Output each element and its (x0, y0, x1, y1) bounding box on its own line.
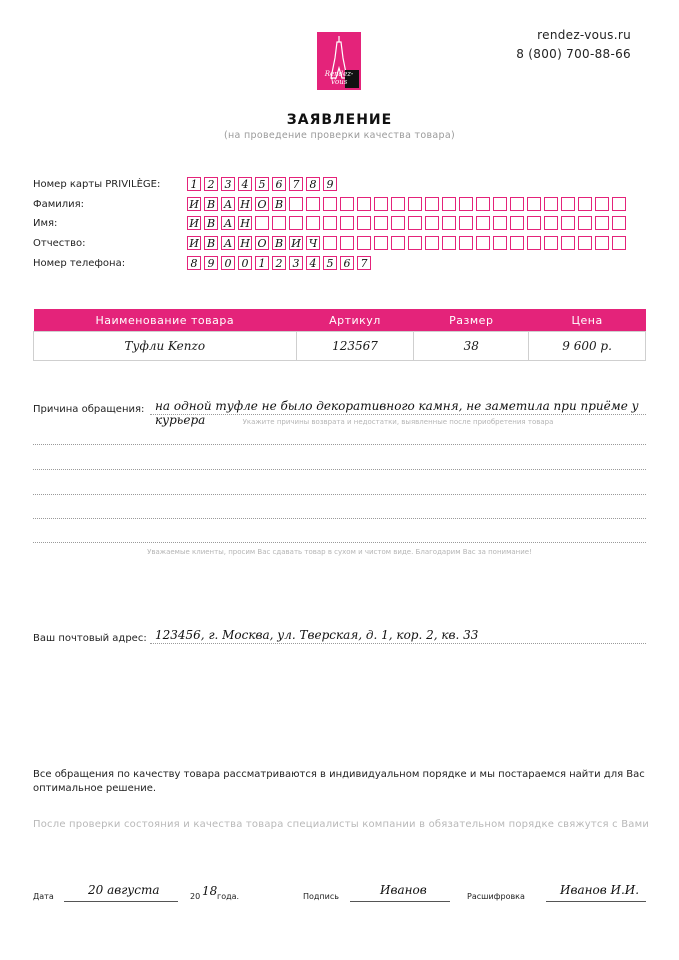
year-value[interactable]: 18 (202, 884, 218, 898)
phone-cells[interactable] (187, 256, 374, 270)
letter-cell[interactable]: А (221, 236, 235, 250)
table-row (34, 332, 646, 361)
letter-cell[interactable] (459, 236, 473, 250)
letter-cell[interactable] (323, 236, 337, 250)
letter-cell[interactable] (459, 197, 473, 211)
letter-cell[interactable] (374, 236, 388, 250)
name-cells[interactable] (187, 216, 629, 230)
letter-cell[interactable] (476, 216, 490, 230)
review-notice: Все обращения по качеству товара рассматриваются в индивидуальном порядке и мы постараемся найти для Вас оптимальное решение. (33, 769, 645, 794)
letter-cell[interactable] (493, 197, 507, 211)
header-size: Размер (414, 309, 529, 332)
letter-cell[interactable]: 9 (204, 256, 218, 270)
letter-cell[interactable]: И (187, 197, 201, 211)
letter-cell[interactable] (442, 197, 456, 211)
date-line (64, 901, 178, 902)
goods-table (33, 309, 646, 361)
signature-line (350, 901, 450, 902)
letter-cell[interactable] (425, 216, 439, 230)
header-product-name: Наименование товара (34, 309, 297, 332)
letter-cell[interactable] (493, 216, 507, 230)
letter-cell[interactable] (510, 197, 524, 211)
letter-cell[interactable]: 3 (289, 256, 303, 270)
letter-cell[interactable]: 8 (187, 256, 201, 270)
letter-cell[interactable] (391, 236, 405, 250)
letter-cell[interactable]: В (204, 216, 218, 230)
letter-cell[interactable]: А (221, 216, 235, 230)
patronymic-cells[interactable] (187, 236, 629, 250)
letter-cell[interactable] (595, 197, 609, 211)
letter-cell[interactable]: 7 (289, 177, 303, 191)
letter-cell[interactable] (595, 216, 609, 230)
price-cell[interactable]: 9 600 р. (529, 332, 646, 361)
condition-hint: Уважаемые клиенты, просим Вас сдавать товар в сухом и чистом виде. Благодарим Вас за понимание! (147, 548, 532, 556)
surname-label: Фамилия: (33, 199, 85, 210)
reason-line (150, 414, 646, 415)
reason-label: Причина обращения: (33, 404, 145, 415)
letter-cell[interactable] (476, 197, 490, 211)
address-label: Ваш почтовый адрес: (33, 633, 147, 644)
letter-cell[interactable]: И (187, 236, 201, 250)
letter-cell[interactable]: О (255, 236, 269, 250)
letter-cell[interactable]: 0 (221, 256, 235, 270)
document-title: ЗАЯВЛЕНИЕ (286, 112, 393, 128)
letter-cell[interactable]: Н (238, 216, 252, 230)
reason-value[interactable]: на одной туфле не было декоративного камня, не заметила при приёме у курьера (155, 399, 639, 427)
letter-cell[interactable]: Ч (306, 236, 320, 250)
letter-cell[interactable] (561, 236, 575, 250)
letter-cell[interactable] (612, 216, 626, 230)
letter-cell[interactable] (578, 236, 592, 250)
letter-cell[interactable] (391, 216, 405, 230)
signature-value[interactable]: Иванов (380, 883, 427, 897)
product-name-cell[interactable]: Туфли Kenzo (34, 332, 297, 361)
letter-cell[interactable] (544, 216, 558, 230)
letter-cell[interactable] (442, 236, 456, 250)
phone-label: Номер телефона: (33, 258, 126, 269)
surname-cells[interactable] (187, 197, 629, 211)
letter-cell[interactable]: 6 (340, 256, 354, 270)
letter-cell[interactable] (612, 236, 626, 250)
letter-cell[interactable] (357, 197, 371, 211)
letter-cell[interactable] (527, 216, 541, 230)
letter-cell[interactable] (255, 216, 269, 230)
address-line (150, 643, 646, 644)
letter-cell[interactable] (340, 197, 354, 211)
letter-cell[interactable] (306, 197, 320, 211)
letter-cell[interactable] (595, 236, 609, 250)
document-subtitle: (на проведение проверки качества товара) (224, 130, 455, 141)
letter-cell[interactable] (323, 197, 337, 211)
letter-cell[interactable] (578, 197, 592, 211)
letter-cell[interactable]: 2 (272, 256, 286, 270)
date-value[interactable]: 20 августа (88, 883, 160, 897)
letter-cell[interactable] (493, 236, 507, 250)
article-cell[interactable]: 123567 (296, 332, 414, 361)
letter-cell[interactable]: О (255, 197, 269, 211)
goods-table-header (34, 309, 646, 332)
letter-cell[interactable] (425, 236, 439, 250)
letter-cell[interactable] (391, 197, 405, 211)
logo-word: Rendez-Vous (324, 70, 354, 86)
letter-cell[interactable] (527, 236, 541, 250)
letter-cell[interactable]: В (204, 236, 218, 250)
company-website: rendez-vous.ru (537, 28, 631, 42)
letter-cell[interactable] (408, 236, 422, 250)
letter-cell[interactable] (272, 216, 286, 230)
letter-cell[interactable]: В (204, 197, 218, 211)
reason-line-4[interactable] (33, 494, 646, 495)
contact-notice: После проверки состояния и качества товара специалисты компании в обязательном порядке свяжутся с Вами (33, 819, 650, 830)
letter-cell[interactable]: И (187, 216, 201, 230)
header-article: Артикул (296, 309, 414, 332)
letter-cell[interactable] (408, 216, 422, 230)
letter-cell[interactable] (289, 216, 303, 230)
letter-cell[interactable]: 4 (306, 256, 320, 270)
size-cell[interactable]: 38 (414, 332, 529, 361)
letter-cell[interactable]: И (289, 236, 303, 250)
letter-cell[interactable] (544, 197, 558, 211)
letter-cell[interactable] (442, 216, 456, 230)
name-label: Имя: (33, 218, 58, 229)
letter-cell[interactable]: В (272, 236, 286, 250)
decode-label: Расшифровка (467, 892, 525, 901)
letter-cell[interactable] (340, 236, 354, 250)
company-phone: 8 (800) 700-88-66 (516, 47, 631, 61)
letter-cell[interactable]: 6 (272, 177, 286, 191)
year-suffix: года. (217, 892, 240, 901)
letter-cell[interactable]: 3 (221, 177, 235, 191)
decode-line (546, 901, 646, 902)
letter-cell[interactable] (374, 197, 388, 211)
letter-cell[interactable]: 4 (238, 177, 252, 191)
letter-cell[interactable]: 5 (255, 177, 269, 191)
date-label: Дата (33, 892, 54, 901)
letter-cell[interactable]: 1 (255, 256, 269, 270)
letter-cell[interactable]: 2 (204, 177, 218, 191)
letter-cell[interactable] (510, 216, 524, 230)
card-label: Номер карты PRIVILÈGE: (33, 179, 161, 190)
reason-line-6[interactable] (33, 542, 646, 543)
reason-line-5[interactable] (33, 518, 646, 519)
letter-cell[interactable]: 1 (187, 177, 201, 191)
letter-cell[interactable]: 5 (323, 256, 337, 270)
letter-cell[interactable] (561, 197, 575, 211)
letter-cell[interactable]: Н (238, 197, 252, 211)
year-prefix: 20 (190, 892, 201, 901)
letter-cell[interactable] (544, 236, 558, 250)
letter-cell[interactable] (357, 236, 371, 250)
letter-cell[interactable]: 7 (357, 256, 371, 270)
letter-cell[interactable]: 0 (238, 256, 252, 270)
letter-cell[interactable] (289, 197, 303, 211)
brand-logo (317, 32, 361, 90)
letter-cell[interactable] (510, 236, 524, 250)
decode-value[interactable]: Иванов И.И. (560, 883, 640, 897)
address-value[interactable]: 123456, г. Москва, ул. Тверская, д. 1, кор. 2, кв. 33 (155, 628, 479, 642)
reason-line-2[interactable] (33, 444, 646, 445)
letter-cell[interactable]: 9 (323, 177, 337, 191)
reason-hint: Укажите причины возврата и недостатки, выявленные после приобретения товара (242, 418, 554, 426)
patronymic-label: Отчество: (33, 238, 86, 249)
letter-cell[interactable] (527, 197, 541, 211)
letter-cell[interactable] (340, 216, 354, 230)
reason-line-3[interactable] (33, 469, 646, 470)
letter-cell[interactable] (561, 216, 575, 230)
letter-cell[interactable] (612, 197, 626, 211)
letter-cell[interactable]: 8 (306, 177, 320, 191)
letter-cell[interactable] (323, 216, 337, 230)
letter-cell[interactable]: В (272, 197, 286, 211)
letter-cell[interactable] (408, 197, 422, 211)
letter-cell[interactable] (374, 216, 388, 230)
header-price: Цена (529, 309, 646, 332)
letter-cell[interactable] (476, 236, 490, 250)
letter-cell[interactable] (357, 216, 371, 230)
card-number-cells[interactable] (187, 177, 340, 191)
letter-cell[interactable] (578, 216, 592, 230)
letter-cell[interactable] (459, 216, 473, 230)
signature-label: Подпись (303, 892, 339, 901)
letter-cell[interactable]: Н (238, 236, 252, 250)
letter-cell[interactable] (306, 216, 320, 230)
letter-cell[interactable]: А (221, 197, 235, 211)
letter-cell[interactable] (425, 197, 439, 211)
